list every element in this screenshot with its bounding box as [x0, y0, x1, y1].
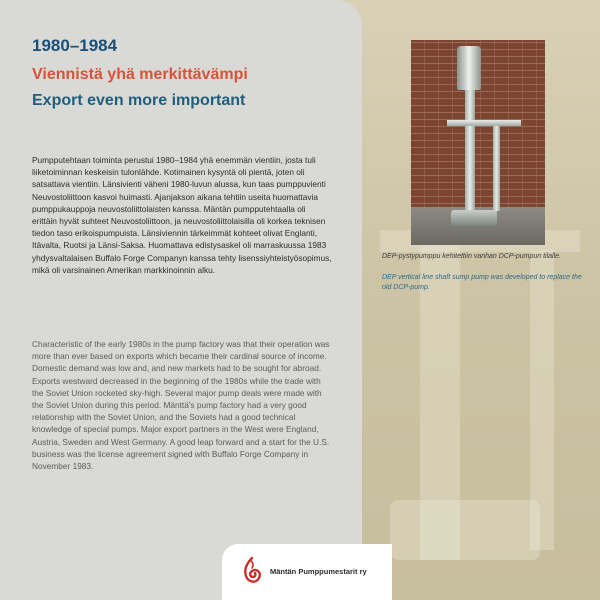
- title-finnish: Viennistä yhä merkittävämpi: [32, 66, 248, 83]
- photo-caption-english: DEP vertical line shaft sump pump was developed to replace the old DCP-pump.: [382, 274, 582, 291]
- title-english: Export even more important: [32, 92, 246, 109]
- period-heading: 1980–1984: [32, 36, 118, 55]
- organization-name: Mäntän Pumppumestarit ry: [270, 567, 367, 576]
- footer-logo: [222, 544, 392, 600]
- body-text-finnish: Pumpputehtaan toiminta perustui 1980–1984 yhä enemmän vientiin, josta tuli liiketoiminnan keskeisin tulonlähde. Kotimainen kysyntä oli pientä, joten oli satsattava vientiin. Länsivienti väheni 1980-luvun alussa, kun taas pumppuvienti Neuvostoliittoon kasvoi huimasti. Ajanjakson aikana tehtiin useita huomattavia pumppukauppoja neuvostoliittolaisten kanssa. Mäntän pumpputehtaalla oli erittäin hyvät suhteet Neuvostoliittoon, ja neuvostoliittolaisilla oli korkea teknisen tiedon taso erikoispumpuista. Länsiviennin tärkeimmät kohteet olivat Englanti, Itävalta, Ruotsi ja Länsi-Saksa. Huomattava edistysaskel oli marraskuussa 1983 yhdysvaltalaisen Buffalo Forge Companyn kanssa tehty lisenssiyhteistyösopimus, mikä oli varsinainen Amerikan markkinoinnin alku.: [32, 155, 332, 275]
- photo-caption-finnish: DEP-pystypumppu kehitettiin vanhan DCP-pumpun tilalle.: [382, 253, 561, 260]
- pump-photo: [411, 40, 545, 245]
- body-text-english: Characteristic of the early 1980s in the pump factory was that their operation was more than ever based on exports which became their cardinal source of income. Domestic demand was low and, and new markets had to be sought for abroad. Exports westward decreased in the beginning of the 1980s while the trade with the Soviet Union rocketed sky-high. Several major pump deals were made with the Soviet Union during this period. Mänttä's pump factory had a very good relationship with the Soviet Union, and the Soviets had a good technical knowledge of special pumps. Major export partners in the West were England, Austria, Sweden and West Germany. A good leap forward and a start for the U.S. business was the license agreement signed with Buffalo Forge Company in November 1983.: [32, 339, 330, 472]
- flame-logo-icon: [240, 556, 264, 588]
